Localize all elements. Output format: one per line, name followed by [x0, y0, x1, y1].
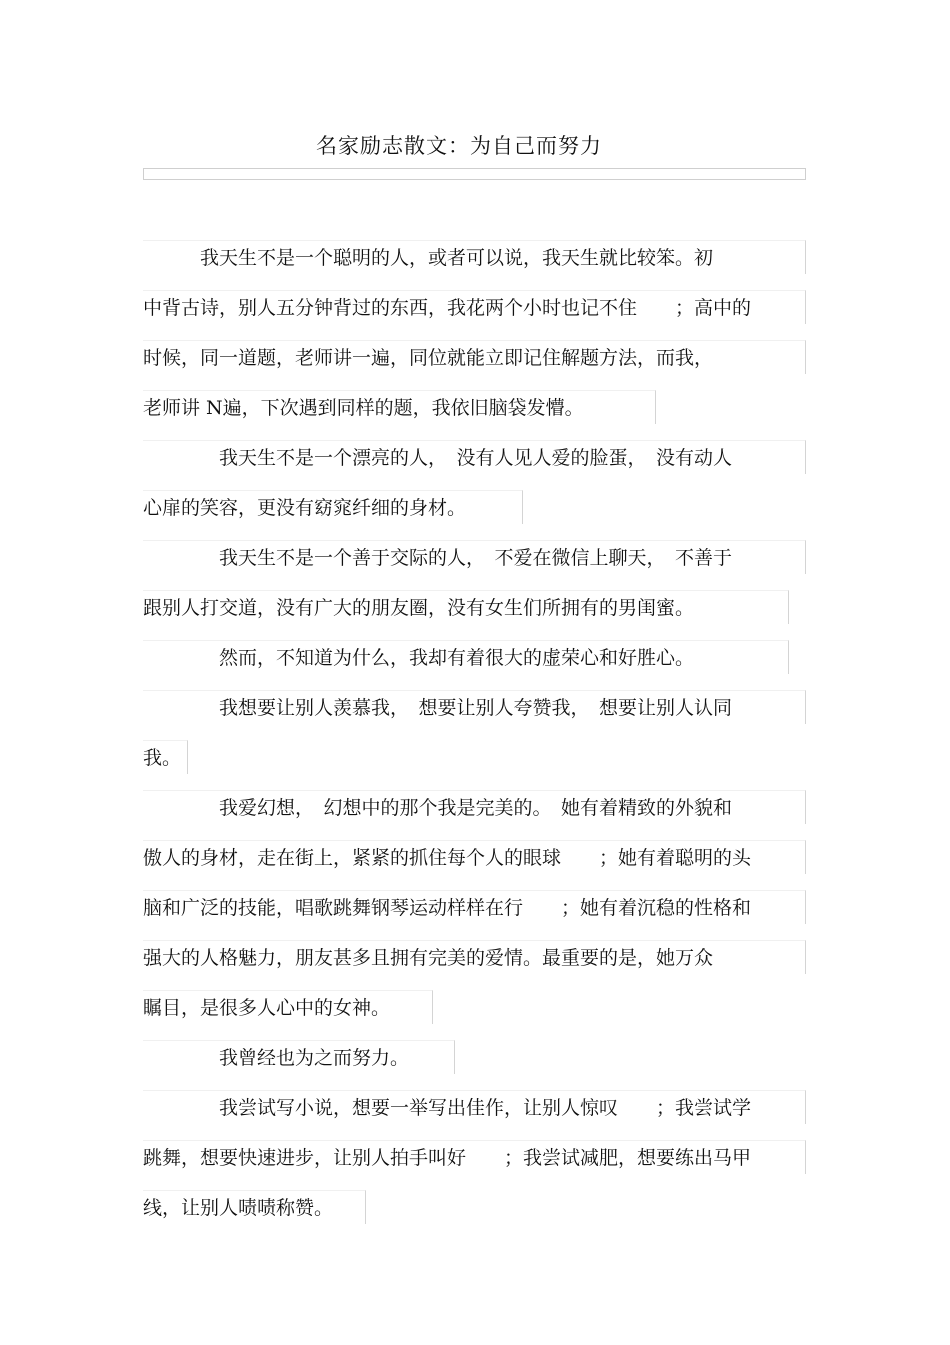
text-line: 时候，同一道题，老师讲一遍，同位就能立即记住解题方法，而我，: [143, 340, 806, 374]
document-title: 名家励志散文：为自己而努力: [316, 134, 602, 158]
text-line: 傲人的身材，走在街上，紧紧的抓住每个人的眼球 ；她有着聪明的头: [143, 840, 806, 874]
text-line: 我。: [143, 740, 188, 774]
text-line: 我天生不是一个漂亮的人， 没有人见人爱的脸蛋， 没有动人: [143, 440, 806, 474]
text-line: 然而，不知道为什么，我却有着很大的虚荣心和好胜心。: [143, 640, 789, 674]
text-line: 我尝试写小说，想要一举写出佳作，让别人惊叹 ；我尝试学: [143, 1090, 806, 1124]
text-line: 跳舞，想要快速进步，让别人拍手叫好 ；我尝试减肥，想要练出马甲: [143, 1140, 806, 1174]
text-line: 强大的人格魅力，朋友甚多且拥有完美的爱情。最重要的是，她万众: [143, 940, 806, 974]
text-line: 心扉的笑容，更没有窈窕纤细的身材。: [143, 490, 523, 524]
text-line: 脑和广泛的技能，唱歌跳舞钢琴运动样样在行 ；她有着沉稳的性格和: [143, 890, 806, 924]
text-line: 中背古诗，别人五分钟背过的东西，我花两个小时也记不住 ；高中的: [143, 290, 806, 324]
text-line: 瞩目，是很多人心中的女神。: [143, 990, 433, 1024]
text-line: 我爱幻想， 幻想中的那个我是完美的。 她有着精致的外貌和: [143, 790, 806, 824]
text-line: 线，让别人啧啧称赞。: [143, 1190, 366, 1224]
title-underline: [143, 168, 806, 180]
text-line: 我想要让别人羡慕我， 想要让别人夸赞我， 想要让别人认同: [143, 690, 806, 724]
text-line: 我天生不是一个善于交际的人， 不爱在微信上聊天， 不善于: [143, 540, 806, 574]
text-line: 老师讲 N遍，下次遇到同样的题，我依旧脑袋发懵。: [143, 390, 656, 424]
text-line: 我天生不是一个聪明的人，或者可以说，我天生就比较笨。初: [143, 240, 806, 274]
text-line: 跟别人打交道，没有广大的朋友圈，没有女生们所拥有的男闺蜜。: [143, 590, 789, 624]
text-line: 我曾经也为之而努力。: [143, 1040, 455, 1074]
